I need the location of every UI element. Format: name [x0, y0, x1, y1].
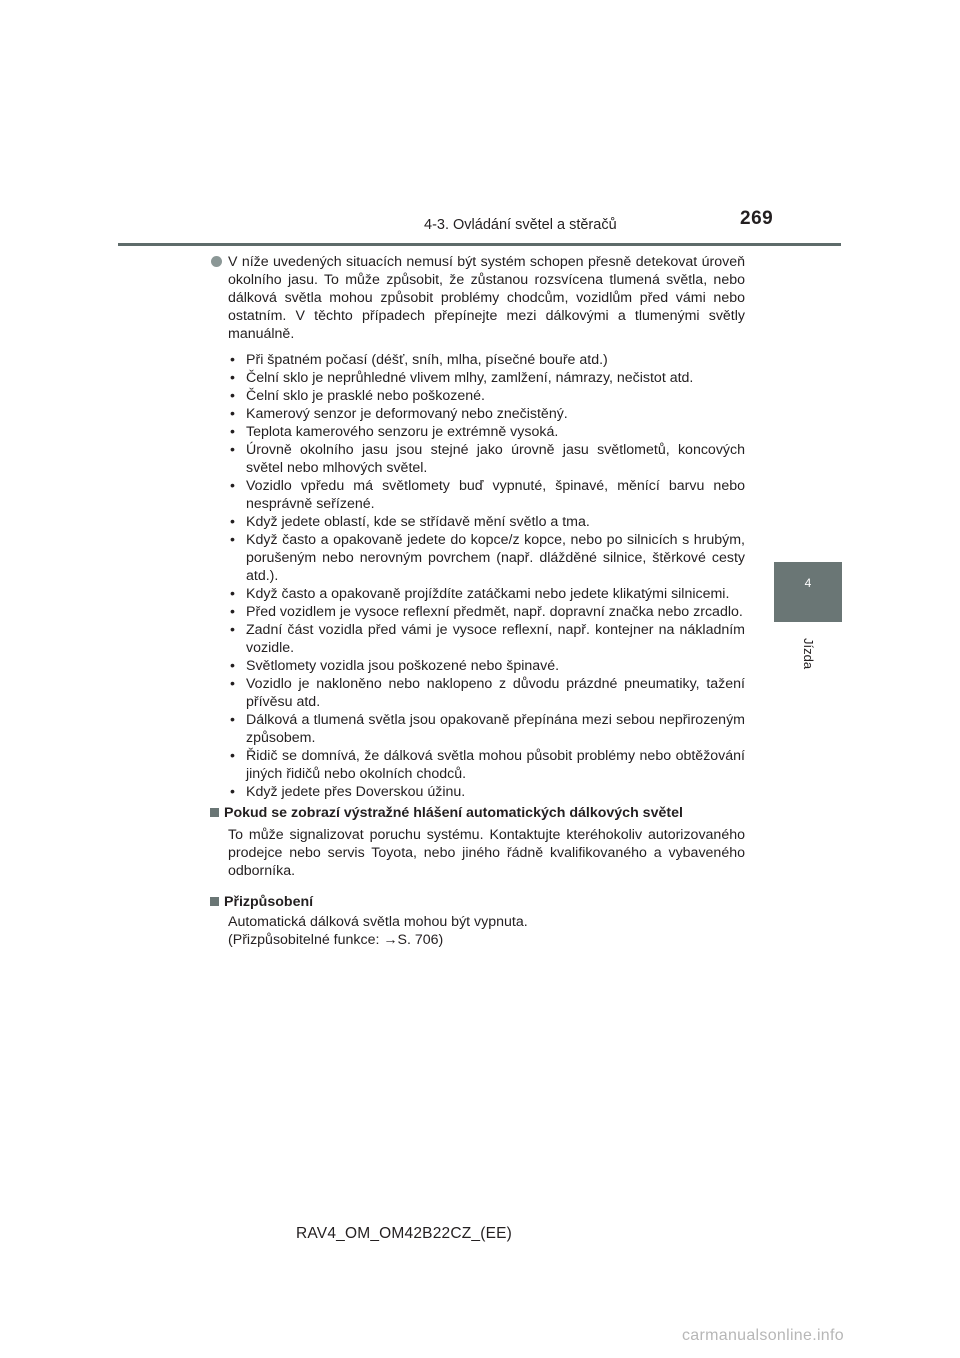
- watermark[interactable]: carmanualsonline.info: [682, 1327, 844, 1344]
- square-bullet-icon: [210, 897, 219, 906]
- list-item: • Když jedete oblastí, kde se střídavě mění světlo a tma.: [230, 514, 590, 530]
- lead-paragraph-text: V níže uvedených situacích nemusí být systém schopen přesně detekovat úroveň okolního jasu. To může způsobit, že zůstanou rozsvícena tlumená světla, nebo dálková světla mohou způsobit problémy chodcům, vozidlům před vámi nebo ostatním. V těchto případech přepínejte mezi dálkovými a tlumenými světly manuálně.: [228, 254, 745, 342]
- chapter-tab-label: Jízda: [801, 638, 816, 670]
- list-item: • Úrovně okolního jasu jsou stejné jako úrovně jasu světlometů, koncových světel nebo mlhových světel.: [230, 442, 745, 476]
- warning-text: To může signalizovat poruchu systému. Kontaktujte kteréhokoliv autorizovaného prodejce nebo servis Toyota, nebo jiného řádně kvalifikovaného a vybaveného odborníka.: [228, 827, 745, 879]
- customization-line-1: Automatická dálková světla mohou být vypnuta.: [228, 914, 528, 930]
- list-item: • Vozidlo vpředu má světlomety buď vypnuté, špinavé, měnící barvu nebo nesprávně seřízené.: [230, 478, 745, 512]
- page-content: [210, 253, 745, 949]
- list-item: • Čelní sklo je prasklé nebo poškozené.: [230, 388, 485, 404]
- list-item: • Řidič se domnívá, že dálková světla mohou působit problémy nebo obtěžování jiných řidičů nebo okolních chodců.: [230, 748, 745, 782]
- warning-heading: [210, 804, 745, 822]
- header-divider: [118, 243, 841, 246]
- list-item: • Když jedete přes Doverskou úžinu.: [230, 784, 466, 800]
- circle-bullet-icon: [211, 256, 222, 267]
- list-item: • Při špatném počasí (déšť, sníh, mlha, písečné bouře atd.): [230, 352, 608, 368]
- document-id: RAV4_OM_OM42B22CZ_(EE): [296, 1225, 513, 1242]
- list-item: • Kamerový senzor je deformovaný nebo znečistěný.: [230, 406, 568, 422]
- customization-heading: [210, 893, 745, 911]
- chapter-tab-number: 4: [804, 576, 812, 590]
- chapter-tab: [774, 562, 842, 622]
- square-bullet-icon: [210, 808, 219, 817]
- list-item: • Před vozidlem je vysoce reflexní předmět, např. dopravní značka nebo zrcadlo.: [230, 604, 743, 620]
- customization-heading-text: Přizpůsobení: [224, 894, 314, 910]
- list-item: • Dálková a tlumená světla jsou opakovaně přepínána mezi sebou nepřirozeným způsobem.: [230, 712, 745, 746]
- list-item: • Čelní sklo je neprůhledné vlivem mlhy, zamlžení, námrazy, nečistot atd.: [230, 370, 694, 386]
- list-item: • Zadní část vozidla před vámi je vysoce reflexní, např. kontejner na nákladním vozidle.: [230, 622, 745, 656]
- customization-line-2: (Přizpůsobitelné funkce: →S. 706): [228, 932, 444, 948]
- list-item: • Vozidlo je nakloněno nebo naklopeno z důvodu prázdné pneumatiky, tažení přívěsu atd.: [230, 676, 745, 710]
- section-title: 4-3. Ovládání světel a stěračů: [424, 217, 617, 233]
- list-item: • Teplota kamerového senzoru je extrémně vysoká.: [230, 424, 559, 440]
- list-item: • Když často a opakovaně projíždíte zatáčkami nebo jedete klikatými silnicemi.: [230, 586, 730, 602]
- list-item: • Světlomety vozidla jsou poškozené nebo špinavé.: [230, 658, 560, 674]
- lead-paragraph: [210, 253, 745, 343]
- list-item: • Když často a opakovaně jedete do kopce/z kopce, nebo po silnicích s hrubým, porušeným nebo nerovným povrchem (např. dlážděné silnice, štěrkové cesty atd.).: [230, 532, 745, 584]
- situation-list: [210, 351, 745, 801]
- warning-heading-text: Pokud se zobrazí výstražné hlášení automatických dálkových světel: [224, 805, 683, 821]
- page-number: 269: [740, 208, 774, 229]
